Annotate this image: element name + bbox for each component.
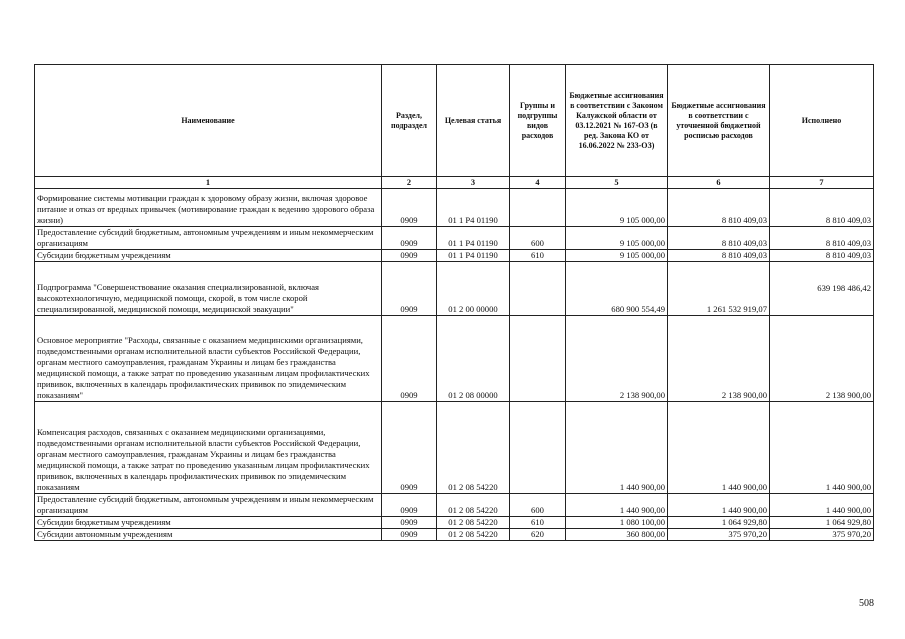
row-executed-amount: 1 440 900,00 xyxy=(770,402,874,494)
table-row xyxy=(35,189,874,227)
column-number-row xyxy=(35,177,874,189)
row-section: 0909 xyxy=(382,402,437,494)
header-name: Наименование xyxy=(35,65,382,177)
header-group: Группы и подгруппы видов расходов xyxy=(510,65,566,177)
table-row xyxy=(35,227,874,250)
row-target: 01 1 Р4 01190 xyxy=(437,250,510,262)
row-name: Субсидии автономным учреждениям xyxy=(35,529,382,541)
header-law-appropriations: Бюджетные ассигнования в соответствии с Законом Калужской области от 03.12.2021 № 167-ОЗ (в ред. Закона КО от 16.06.2022 № 233-ОЗ) xyxy=(566,65,668,177)
header-section: Раздел, подраздел xyxy=(382,65,437,177)
row-refined-amount: 1 064 929,80 xyxy=(668,517,770,529)
column-number: 4 xyxy=(510,177,566,189)
row-name: Компенсация расходов, связанных с оказанием медицинскими организациями, подведомственными органам исполнительной власти субъектов Российской Федерации, органам местного самоуправления, гражданам Украины и лицам без гражданства медицинской помощи, а также затрат по проведению указанным лицам профилактических прививок, включенных в календарь профилактических прививок по эпидемическим показаниям xyxy=(35,402,382,494)
row-target: 01 2 08 54220 xyxy=(437,494,510,517)
row-section: 0909 xyxy=(382,316,437,402)
row-section: 0909 xyxy=(382,250,437,262)
row-group xyxy=(510,262,566,316)
row-refined-amount: 8 810 409,03 xyxy=(668,189,770,227)
row-name: Формирование системы мотивации граждан к здоровому образу жизни, включая здоровое питание и отказ от вредных привычек (мотивирование граждан к ведению здорового образа жизни) xyxy=(35,189,382,227)
row-group: 600 xyxy=(510,227,566,250)
row-executed-amount: 1 440 900,00 xyxy=(770,494,874,517)
header-refined-appropriations: Бюджетные ассигнования в соответствии с уточненной бюджетной росписью расходов xyxy=(668,65,770,177)
table-row xyxy=(35,250,874,262)
row-name: Субсидии бюджетным учреждениям xyxy=(35,250,382,262)
table-row xyxy=(35,517,874,529)
column-number: 6 xyxy=(668,177,770,189)
row-section: 0909 xyxy=(382,517,437,529)
row-group xyxy=(510,189,566,227)
row-law-amount: 360 800,00 xyxy=(566,529,668,541)
row-executed-amount: 1 064 929,80 xyxy=(770,517,874,529)
column-number: 7 xyxy=(770,177,874,189)
row-name: Предоставление субсидий бюджетным, автономным учреждениям и иным некоммерческим организациям xyxy=(35,227,382,250)
page-number: 508 xyxy=(859,598,874,609)
row-executed-amount: 375 970,20 xyxy=(770,529,874,541)
row-law-amount: 1 440 900,00 xyxy=(566,402,668,494)
row-section: 0909 xyxy=(382,262,437,316)
row-group: 620 xyxy=(510,529,566,541)
header-executed: Исполнено xyxy=(770,65,874,177)
row-target: 01 1 Р4 01190 xyxy=(437,227,510,250)
header-row xyxy=(35,65,874,177)
row-target: 01 2 08 54220 xyxy=(437,402,510,494)
row-executed-amount: 639 198 486,42 xyxy=(770,262,874,316)
row-name: Основное мероприятие "Расходы, связанные с оказанием медицинскими организациями, подведомственными органам исполнительной власти субъектов Российской Федерации, органам местного самоуправления, гражданам Украины и лицам без гражданства медицинской помощи, а также затрат по проведению указанным лицам профилактических прививок, включенных в календарь профилактических прививок по эпидемическим показаниям" xyxy=(35,316,382,402)
row-refined-amount: 1 440 900,00 xyxy=(668,494,770,517)
row-refined-amount: 2 138 900,00 xyxy=(668,316,770,402)
row-group xyxy=(510,316,566,402)
row-group xyxy=(510,402,566,494)
row-law-amount: 2 138 900,00 xyxy=(566,316,668,402)
row-section: 0909 xyxy=(382,529,437,541)
column-number: 2 xyxy=(382,177,437,189)
row-name: Субсидии бюджетным учреждениям xyxy=(35,517,382,529)
row-law-amount: 1 080 100,00 xyxy=(566,517,668,529)
column-number: 1 xyxy=(35,177,382,189)
row-refined-amount: 8 810 409,03 xyxy=(668,250,770,262)
row-law-amount: 9 105 000,00 xyxy=(566,227,668,250)
row-refined-amount: 375 970,20 xyxy=(668,529,770,541)
table-row xyxy=(35,262,874,316)
row-target: 01 1 Р4 01190 xyxy=(437,189,510,227)
budget-table xyxy=(34,64,874,541)
row-group: 600 xyxy=(510,494,566,517)
row-target: 01 2 08 54220 xyxy=(437,517,510,529)
row-section: 0909 xyxy=(382,227,437,250)
row-target: 01 2 08 00000 xyxy=(437,316,510,402)
table-row xyxy=(35,529,874,541)
row-target: 01 2 08 54220 xyxy=(437,529,510,541)
row-group: 610 xyxy=(510,517,566,529)
table-row xyxy=(35,402,874,494)
column-number: 5 xyxy=(566,177,668,189)
row-section: 0909 xyxy=(382,189,437,227)
row-name: Подпрограмма "Совершенствование оказания специализированной, включая высокотехнологичную, медицинской помощи, скорой, в том числе скорой специализированной, медицинской помощи, медицинской эвакуации" xyxy=(35,262,382,316)
row-refined-amount: 1 261 532 919,07 xyxy=(668,262,770,316)
row-executed-amount: 8 810 409,03 xyxy=(770,227,874,250)
row-target: 01 2 00 00000 xyxy=(437,262,510,316)
row-executed-amount: 8 810 409,03 xyxy=(770,250,874,262)
row-refined-amount: 1 440 900,00 xyxy=(668,402,770,494)
row-executed-amount: 2 138 900,00 xyxy=(770,316,874,402)
row-group: 610 xyxy=(510,250,566,262)
row-section: 0909 xyxy=(382,494,437,517)
table-row xyxy=(35,316,874,402)
row-law-amount: 9 105 000,00 xyxy=(566,250,668,262)
row-refined-amount: 8 810 409,03 xyxy=(668,227,770,250)
column-number: 3 xyxy=(437,177,510,189)
row-law-amount: 680 900 554,49 xyxy=(566,262,668,316)
row-name: Предоставление субсидий бюджетным, автономным учреждениям и иным некоммерческим организациям xyxy=(35,494,382,517)
table-row xyxy=(35,494,874,517)
header-target: Целевая статья xyxy=(437,65,510,177)
row-law-amount: 9 105 000,00 xyxy=(566,189,668,227)
row-law-amount: 1 440 900,00 xyxy=(566,494,668,517)
row-executed-amount: 8 810 409,03 xyxy=(770,189,874,227)
